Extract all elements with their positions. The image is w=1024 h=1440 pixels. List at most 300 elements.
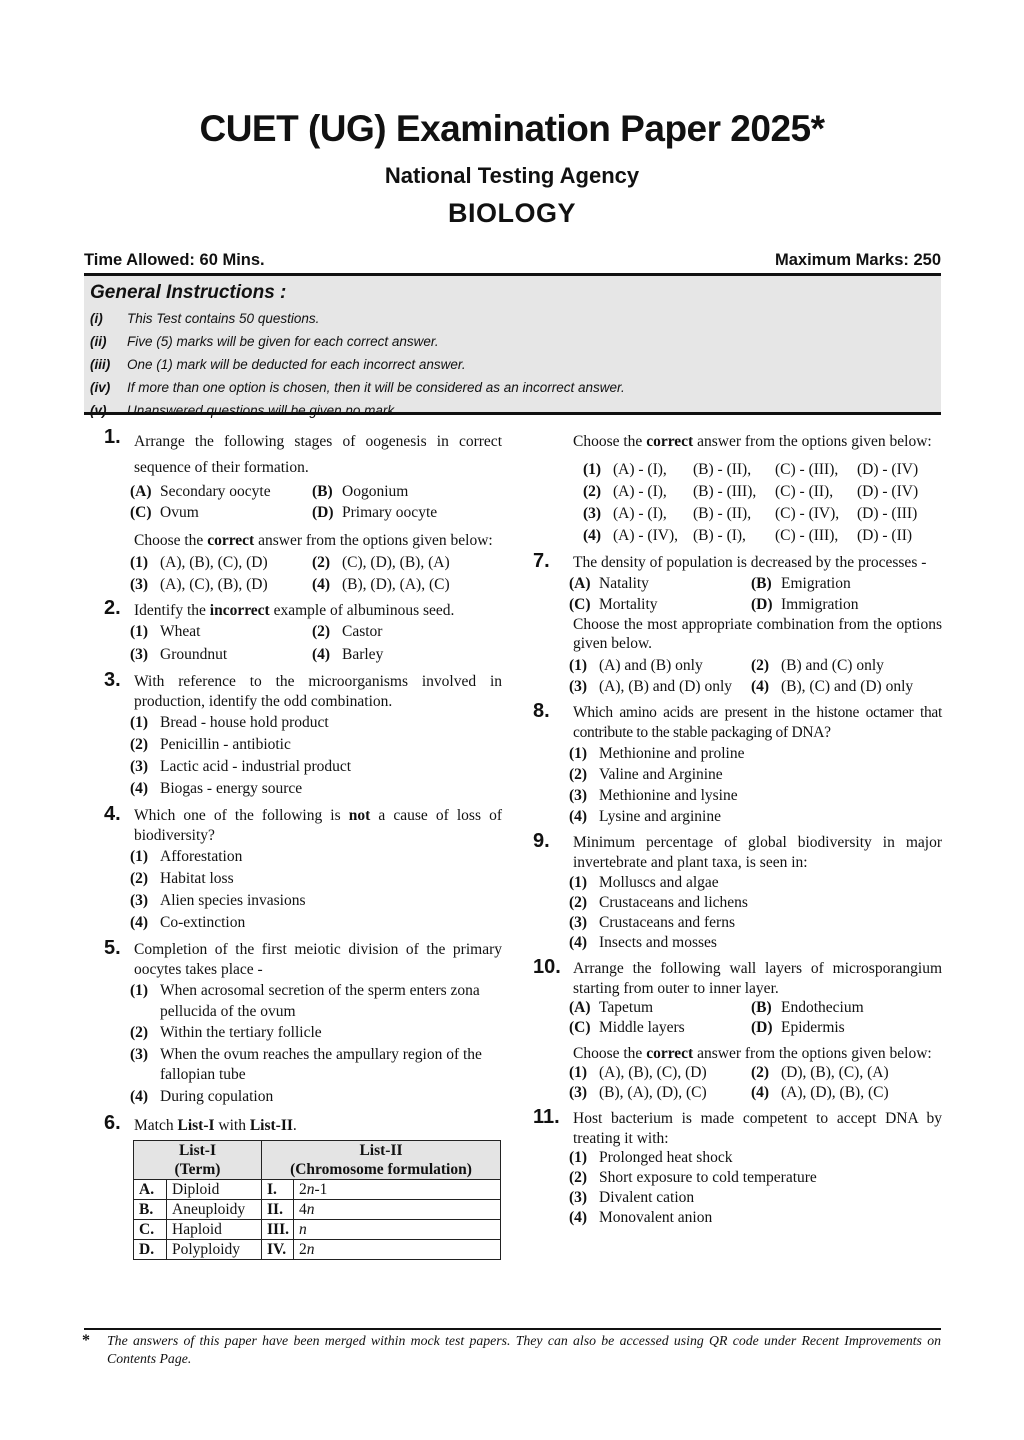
option-label: (3) bbox=[569, 914, 588, 931]
option-label: (1) bbox=[569, 745, 588, 762]
answer-instruction bbox=[573, 1044, 942, 1063]
answer-option[interactable] bbox=[569, 785, 942, 806]
option-part: (B) - (I), bbox=[693, 527, 746, 544]
item-grid bbox=[130, 481, 502, 523]
answer-option[interactable] bbox=[130, 712, 502, 734]
answer-instruction bbox=[573, 432, 942, 451]
question-number: 7. bbox=[533, 550, 550, 572]
answer-option[interactable] bbox=[569, 933, 942, 953]
list-item bbox=[751, 594, 942, 615]
answer-option[interactable] bbox=[130, 868, 502, 890]
option-text: Crustaceans and lichens bbox=[599, 894, 748, 911]
answer-instruction bbox=[134, 531, 502, 550]
instruction-item bbox=[90, 307, 935, 330]
item-label: (B) bbox=[751, 575, 772, 592]
item-label: (C) bbox=[130, 504, 152, 521]
option-text: Groundnut bbox=[160, 645, 228, 663]
option-label: (4) bbox=[312, 645, 331, 663]
footnote bbox=[84, 1328, 941, 1368]
list-2-key: II. bbox=[262, 1200, 294, 1220]
option-text: During copulation bbox=[160, 1087, 274, 1105]
list-item bbox=[751, 1018, 942, 1038]
answer-option[interactable] bbox=[569, 676, 751, 697]
answer-options bbox=[583, 459, 942, 547]
item-label: (A) bbox=[569, 999, 591, 1016]
list-1-term: Aneuploidy bbox=[167, 1200, 262, 1220]
option-label: (3) bbox=[569, 678, 588, 695]
item-grid bbox=[569, 998, 942, 1038]
question-number: 10. bbox=[533, 956, 561, 978]
option-text: (A) and (B) only bbox=[599, 657, 703, 674]
subject-name: BIOLOGY bbox=[447, 198, 576, 228]
question-stem: Minimum percentage of global biodiversity in major invertebrate and plant taxa, is seen in: bbox=[573, 834, 942, 871]
list-2-key: IV. bbox=[262, 1240, 294, 1260]
header-line: List-I bbox=[178, 1142, 217, 1159]
list-1-key: B. bbox=[134, 1200, 167, 1220]
question-number: 3. bbox=[104, 669, 121, 691]
answer-option[interactable] bbox=[130, 552, 312, 574]
option-label: (1) bbox=[130, 982, 149, 999]
option-label: (1) bbox=[569, 657, 588, 674]
list-1-term: Diploid bbox=[167, 1180, 262, 1200]
agency-name: National Testing Agency bbox=[384, 163, 640, 188]
option-label: (1) bbox=[569, 1149, 588, 1166]
item-label: (B) bbox=[312, 483, 333, 500]
list-item bbox=[569, 594, 751, 615]
answer-option[interactable] bbox=[312, 552, 502, 574]
option-part: (A) - (I), bbox=[613, 505, 667, 522]
answer-option[interactable] bbox=[130, 846, 502, 868]
list-item bbox=[569, 1018, 751, 1038]
instruction-item bbox=[90, 353, 935, 376]
list-item bbox=[312, 481, 502, 502]
question-5 bbox=[104, 937, 502, 1107]
question-stem: Arrange the following stages of oogenesis in correct sequence of their formation. bbox=[134, 433, 502, 476]
stem-emphasis: not bbox=[348, 807, 371, 824]
option-label: (3) bbox=[130, 758, 149, 775]
instruction-number: (iv) bbox=[90, 380, 111, 395]
option-text: Alien species invasions bbox=[160, 892, 306, 909]
option-part: (D) - (III) bbox=[857, 505, 918, 522]
option-part: (B) - (II), bbox=[693, 461, 752, 478]
table-row bbox=[134, 1180, 501, 1200]
option-label: (2) bbox=[312, 554, 331, 571]
instruction-text: Unanswered questions will be given no mark. bbox=[127, 403, 398, 418]
item-text: Tapetum bbox=[599, 999, 654, 1016]
question-4 bbox=[104, 803, 503, 934]
list-1-key: A. bbox=[134, 1180, 167, 1200]
answer-option[interactable] bbox=[130, 644, 312, 667]
answer-option[interactable] bbox=[130, 574, 312, 596]
option-text: Wheat bbox=[160, 623, 201, 640]
instruction-item bbox=[90, 376, 935, 399]
answer-option[interactable] bbox=[130, 1087, 502, 1108]
option-text: (B) and (C) only bbox=[781, 657, 884, 674]
note-text: Choose the bbox=[573, 1045, 647, 1062]
list-1-header bbox=[134, 1141, 262, 1180]
question-number: 6. bbox=[104, 1112, 121, 1134]
option-text: (A), (B), (C), (D) bbox=[160, 554, 268, 571]
question-10 bbox=[533, 956, 942, 1103]
answer-options bbox=[130, 981, 502, 1107]
list-2-formula bbox=[294, 1240, 501, 1260]
instruction-text: If more than one option is chosen, then it will be considered as an incorrect answer. bbox=[127, 380, 625, 395]
item-label: (B) bbox=[751, 999, 772, 1016]
option-label[interactable]: (1) bbox=[583, 461, 602, 478]
option-text: Lactic acid - industrial product bbox=[160, 758, 352, 775]
answer-option[interactable] bbox=[130, 890, 502, 912]
answer-option[interactable] bbox=[569, 1148, 942, 1168]
note-text: Choose the bbox=[134, 532, 208, 549]
option-text: (D), (B), (C), (A) bbox=[781, 1064, 889, 1081]
question-number: 1. bbox=[104, 426, 121, 448]
stem-text: example of albuminous seed. bbox=[269, 602, 455, 619]
question-number: 9. bbox=[533, 830, 550, 852]
option-label: (3) bbox=[569, 1189, 588, 1206]
item-text: Ovum bbox=[160, 504, 199, 521]
answer-option[interactable] bbox=[569, 1208, 942, 1228]
option-part: (C) - (II), bbox=[775, 483, 834, 500]
option-text: Afforestation bbox=[160, 848, 243, 865]
option-text: (B), (D), (A), (C) bbox=[342, 576, 450, 593]
list-2-key: I. bbox=[262, 1180, 294, 1200]
option-text: Crustaceans and ferns bbox=[599, 914, 736, 931]
header-line: (Chromosome formulation) bbox=[290, 1161, 472, 1178]
formula-variable: n bbox=[299, 1221, 307, 1238]
list-2-key: III. bbox=[262, 1220, 294, 1240]
option-text: When the ovum reaches the ampullary region of the fallopian tube bbox=[160, 1045, 482, 1083]
instruction-number: (v) bbox=[90, 403, 107, 418]
exam-meta bbox=[84, 251, 941, 270]
answer-option[interactable] bbox=[569, 873, 942, 893]
formula-part: 2 bbox=[299, 1241, 307, 1258]
question-8 bbox=[533, 700, 942, 827]
question-stem bbox=[134, 600, 502, 621]
answer-options bbox=[130, 712, 502, 800]
footnote-marker: * bbox=[82, 1332, 90, 1349]
list-1-term: Polyploidy bbox=[167, 1240, 262, 1260]
option-label: (1) bbox=[569, 874, 588, 891]
option-text: Molluscs and algae bbox=[599, 874, 719, 891]
option-text: Methionine and proline bbox=[599, 745, 745, 762]
match-table bbox=[133, 1140, 501, 1260]
instruction-number: (iii) bbox=[90, 357, 111, 372]
option-text: (A), (C), (B), (D) bbox=[160, 576, 268, 593]
question-number: 8. bbox=[533, 700, 550, 722]
note-text: answer from the options given below: bbox=[254, 532, 493, 549]
answer-options bbox=[130, 552, 502, 596]
answer-option[interactable] bbox=[751, 655, 942, 676]
table-row bbox=[134, 1240, 501, 1260]
formula-variable: n bbox=[306, 1241, 315, 1258]
instruction-item bbox=[90, 399, 935, 422]
answer-options bbox=[130, 846, 502, 934]
question-6 bbox=[104, 1112, 502, 1260]
option-text: Methionine and lysine bbox=[599, 787, 738, 804]
answer-option[interactable] bbox=[569, 1083, 751, 1103]
note-emphasis: correct bbox=[646, 433, 694, 450]
option-label: (1) bbox=[130, 623, 149, 640]
option-label: (4) bbox=[312, 576, 331, 593]
answer-option[interactable] bbox=[130, 621, 312, 644]
option-part: (A) - (I), bbox=[613, 461, 667, 478]
option-label: (3) bbox=[130, 576, 149, 593]
option-text: Divalent cation bbox=[599, 1189, 695, 1206]
answer-option[interactable] bbox=[569, 1188, 942, 1208]
answer-option[interactable] bbox=[569, 913, 942, 933]
answer-options bbox=[569, 743, 942, 827]
option-text: (B), (A), (D), (C) bbox=[599, 1084, 707, 1101]
item-label: (A) bbox=[130, 483, 152, 500]
question-stem bbox=[134, 806, 502, 846]
answer-option[interactable] bbox=[751, 1063, 942, 1083]
formula-variable: n bbox=[306, 1201, 315, 1218]
answer-option[interactable] bbox=[312, 574, 502, 596]
option-label: (2) bbox=[569, 1169, 588, 1186]
general-instructions-box bbox=[84, 273, 941, 418]
option-label[interactable]: (3) bbox=[583, 505, 602, 522]
option-text: Valine and Arginine bbox=[599, 766, 723, 783]
item-text: Natality bbox=[599, 575, 649, 592]
note-emphasis: correct bbox=[646, 1045, 694, 1062]
option-label: (4) bbox=[569, 1209, 588, 1226]
list-item bbox=[751, 573, 942, 594]
answer-option[interactable] bbox=[130, 778, 502, 800]
stem-emphasis: incorrect bbox=[209, 602, 270, 619]
question-9 bbox=[533, 830, 942, 953]
question-1 bbox=[104, 426, 502, 596]
option-label: (1) bbox=[130, 554, 149, 571]
option-part: (C) - (III), bbox=[775, 527, 839, 544]
option-text: Short exposure to cold temperature bbox=[599, 1169, 817, 1186]
answer-option[interactable] bbox=[130, 912, 502, 934]
answer-option[interactable] bbox=[751, 676, 942, 697]
item-label: (C) bbox=[569, 1019, 591, 1036]
answer-option[interactable] bbox=[130, 1023, 502, 1044]
list-item bbox=[312, 502, 502, 523]
question-stem: Arrange the following wall layers of microsporangium starting from outer to inner layer. bbox=[573, 960, 942, 997]
option-text: Habitat loss bbox=[160, 870, 234, 887]
header-line: (Term) bbox=[174, 1161, 221, 1178]
option-label: (3) bbox=[569, 1084, 588, 1101]
item-label: (D) bbox=[751, 1019, 773, 1036]
item-text: Endothecium bbox=[781, 999, 864, 1016]
instruction-text: Five (5) marks will be given for each correct answer. bbox=[127, 334, 439, 349]
option-part: (A) - (IV), bbox=[613, 527, 678, 544]
answer-options bbox=[130, 621, 502, 666]
option-label: (2) bbox=[569, 766, 588, 783]
list-1-key: C. bbox=[134, 1220, 167, 1240]
time-allowed: Time Allowed: 60 Mins. bbox=[84, 251, 265, 269]
answer-option[interactable] bbox=[130, 734, 502, 756]
item-label: (D) bbox=[312, 504, 334, 521]
option-label: (4) bbox=[130, 1087, 149, 1105]
question-2 bbox=[104, 597, 502, 666]
answer-option[interactable] bbox=[130, 756, 502, 778]
table-row bbox=[134, 1220, 501, 1240]
answer-option[interactable] bbox=[569, 655, 751, 676]
answer-option[interactable] bbox=[569, 764, 942, 785]
answer-option[interactable] bbox=[312, 621, 502, 644]
option-text: (A), (D), (B), (C) bbox=[781, 1084, 889, 1101]
answer-option[interactable] bbox=[130, 981, 502, 1022]
maximum-marks: Maximum Marks: 250 bbox=[775, 251, 941, 269]
option-text: (C), (D), (B), (A) bbox=[342, 554, 450, 571]
list-2-formula bbox=[294, 1180, 501, 1200]
option-label[interactable]: (2) bbox=[583, 483, 602, 500]
stem-text: Identify the bbox=[134, 602, 210, 619]
header-line: List-II bbox=[359, 1142, 403, 1159]
answer-option[interactable] bbox=[751, 1083, 942, 1103]
option-text: Castor bbox=[342, 623, 383, 640]
answer-options bbox=[569, 873, 942, 953]
answer-option[interactable] bbox=[569, 806, 942, 827]
answer-option[interactable] bbox=[569, 743, 942, 764]
item-text: Middle layers bbox=[599, 1019, 685, 1036]
option-part: (B) - (III), bbox=[693, 483, 757, 500]
option-text: Bread - house hold product bbox=[160, 714, 329, 731]
item-text: Immigration bbox=[781, 596, 859, 613]
option-label: (2) bbox=[751, 1064, 770, 1081]
question-6-continued bbox=[533, 432, 942, 547]
instruction-number: (ii) bbox=[90, 334, 107, 349]
item-text: Emigration bbox=[781, 575, 851, 592]
option-text: Co-extinction bbox=[160, 914, 246, 931]
question-number: 2. bbox=[104, 597, 121, 619]
footnote-text: The answers of this paper have been merged within mock test papers. They can also be accessed using QR code under Recent Improvements on Contents Page. bbox=[107, 1333, 941, 1366]
answer-option[interactable] bbox=[569, 1168, 942, 1188]
formula-part: 2 bbox=[299, 1181, 307, 1198]
question-stem: Host bacterium is made competent to accept DNA by treating it with: bbox=[573, 1110, 942, 1147]
option-label[interactable]: (4) bbox=[583, 527, 602, 544]
list-item bbox=[130, 481, 312, 502]
stem-text: Match bbox=[134, 1117, 178, 1134]
question-stem bbox=[134, 1115, 502, 1136]
formula-part: -1 bbox=[314, 1181, 328, 1198]
option-text: (A), (B), (C), (D) bbox=[599, 1064, 707, 1081]
option-label: (3) bbox=[130, 892, 149, 909]
option-text: Lysine and arginine bbox=[599, 808, 721, 825]
item-label: (A) bbox=[569, 575, 591, 592]
question-stem: The density of population is decreased by the processes - bbox=[573, 554, 927, 571]
stem-text: with bbox=[214, 1117, 250, 1134]
item-grid bbox=[569, 573, 942, 615]
question-11 bbox=[533, 1106, 942, 1228]
answer-options bbox=[569, 1063, 942, 1103]
item-text: Oogonium bbox=[342, 483, 409, 500]
item-label: (D) bbox=[751, 596, 773, 613]
instructions-heading: General Instructions : bbox=[90, 282, 287, 303]
answer-options bbox=[569, 1148, 942, 1228]
option-label: (4) bbox=[751, 1084, 770, 1101]
question-stem: Completion of the first meiotic division of the primary oocytes takes place - bbox=[134, 941, 502, 978]
option-part: (C) - (III), bbox=[775, 461, 839, 478]
option-text: Biogas - energy source bbox=[160, 780, 303, 797]
option-label: (3) bbox=[569, 787, 588, 804]
match-table-header bbox=[134, 1141, 501, 1180]
option-label: (2) bbox=[569, 894, 588, 911]
stem-emphasis: List-II bbox=[249, 1117, 293, 1134]
instruction-text: This Test contains 50 questions. bbox=[127, 311, 320, 326]
list-2-formula bbox=[294, 1200, 501, 1220]
option-text: When acrosomal secretion of the sperm enters zona pellucida of the ovum bbox=[160, 982, 480, 1020]
stem-emphasis: List-I bbox=[177, 1117, 215, 1134]
question-number: 5. bbox=[104, 937, 121, 959]
item-text: Epidermis bbox=[781, 1019, 845, 1036]
option-text: Monovalent anion bbox=[599, 1209, 713, 1226]
answer-option[interactable] bbox=[130, 1045, 502, 1086]
question-number: 4. bbox=[104, 803, 121, 825]
item-text: Primary oocyte bbox=[342, 504, 438, 521]
note-text: answer from the options given below: bbox=[693, 1045, 932, 1062]
list-item bbox=[130, 502, 312, 523]
list-1-term: Haploid bbox=[167, 1220, 262, 1240]
option-part: (D) - (IV) bbox=[857, 461, 919, 478]
answer-options bbox=[569, 655, 942, 697]
option-text: Insects and mosses bbox=[599, 934, 717, 951]
paper-title: CUET (UG) Examination Paper 2025* bbox=[199, 108, 825, 149]
option-label: (3) bbox=[130, 645, 149, 663]
item-text: Secondary oocyte bbox=[160, 483, 271, 500]
option-label: (2) bbox=[312, 623, 331, 640]
option-label: (2) bbox=[751, 657, 770, 674]
option-label: (4) bbox=[569, 934, 588, 951]
option-part: (A) - (I), bbox=[613, 483, 667, 500]
question-stem: With reference to the microorganisms involved in production, identify the odd combination. bbox=[134, 673, 502, 710]
question-stem: Which amino acids are present in the histone octamer that contribute to the stable packaging of DNA? bbox=[573, 704, 942, 741]
option-label: (2) bbox=[130, 870, 149, 887]
instruction-text: One (1) mark will be deducted for each incorrect answer. bbox=[127, 357, 466, 372]
note-emphasis: correct bbox=[207, 532, 255, 549]
option-text: Prolonged heat shock bbox=[599, 1149, 733, 1166]
option-text: (B), (C) and (D) only bbox=[781, 678, 914, 695]
answer-instruction: Choose the most appropriate combination from the options given below. bbox=[573, 616, 942, 652]
option-label: (1) bbox=[130, 848, 149, 865]
item-text: Mortality bbox=[599, 596, 658, 613]
note-text: Choose the bbox=[573, 433, 647, 450]
stem-text: Which one of the following is bbox=[134, 807, 349, 824]
list-item bbox=[569, 998, 751, 1018]
option-label: (2) bbox=[130, 736, 149, 753]
option-label: (4) bbox=[130, 780, 149, 797]
answer-option[interactable] bbox=[569, 1063, 751, 1083]
formula-part: 4 bbox=[299, 1201, 307, 1218]
instruction-item bbox=[90, 330, 935, 353]
option-label: (2) bbox=[130, 1024, 149, 1041]
list-1-key: D. bbox=[134, 1240, 167, 1260]
option-label: (1) bbox=[130, 714, 149, 731]
stem-text: a cause of loss of biodiversity? bbox=[134, 807, 503, 844]
option-label: (4) bbox=[130, 914, 149, 931]
question-3 bbox=[104, 669, 502, 800]
question-number: 11. bbox=[533, 1106, 560, 1128]
option-part: (C) - (IV), bbox=[775, 505, 840, 522]
list-2-header bbox=[262, 1141, 501, 1180]
option-text: Barley bbox=[342, 645, 384, 663]
note-text: answer from the options given below: bbox=[693, 433, 932, 450]
option-label: (4) bbox=[569, 808, 588, 825]
question-7 bbox=[533, 550, 942, 697]
option-part: (B) - (II), bbox=[693, 505, 752, 522]
stem-text: . bbox=[292, 1117, 297, 1134]
answer-option[interactable] bbox=[312, 644, 502, 667]
answer-option[interactable] bbox=[569, 893, 942, 913]
option-label: (1) bbox=[569, 1064, 588, 1081]
option-part: (D) - (IV) bbox=[857, 483, 919, 500]
table-row bbox=[134, 1200, 501, 1220]
list-item bbox=[569, 573, 751, 594]
right-column bbox=[533, 428, 942, 1228]
